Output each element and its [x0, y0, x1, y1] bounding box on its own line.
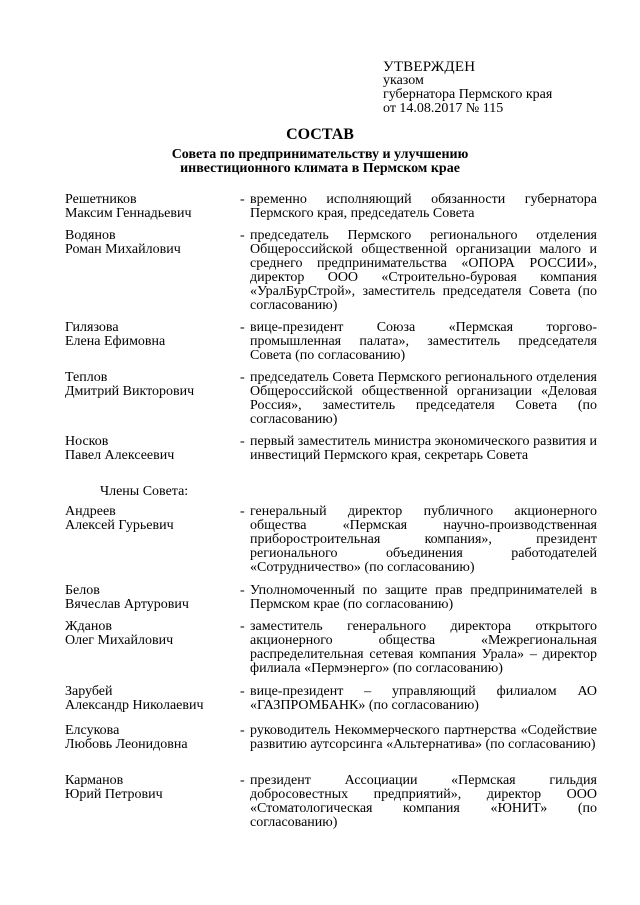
- dash-separator: -: [240, 504, 245, 519]
- member-role: временно исполняющий обязанности губернатора Пермского края, председатель Совета: [250, 192, 597, 221]
- member-surname: Зарубей: [65, 684, 113, 699]
- subtitle-line: инвестиционного климата в Пермском крае: [180, 161, 460, 176]
- document-title: СОСТАВ: [286, 126, 354, 143]
- member-name: [65, 685, 204, 713]
- member-surname: Водянов: [65, 228, 116, 243]
- member-role: председатель Пермского регионального отделения Общероссийской общественной организации малого и среднего предпринимательства «ОПОРА РОССИИ», директор ООО «Строительно-буровая компания «УралБурСтрой», заместитель председателя Совета (по согласованию): [250, 228, 597, 313]
- member-name: [65, 505, 174, 533]
- member-name: [65, 435, 174, 463]
- member-role: вице-президент Союза «Пермская торгово-промышленная палата», заместитель председателя Совета (по согласованию): [250, 320, 597, 363]
- member-given-name: Павел Алексеевич: [65, 448, 175, 463]
- member-given-name: Юрий Петрович: [65, 787, 163, 802]
- member-role: заместитель генерального директора открытого акционерного общества «Межрегиональная распределительная сетевая компания Урала» – директор филиала «Пермэнерго» (по согласованию): [250, 619, 597, 676]
- member-role: председатель Совета Пермского регионального отделения Общероссийской общественной организации «Деловая Россия», заместитель председателя Совета (по согласованию): [250, 370, 597, 427]
- member-name: [65, 620, 173, 648]
- members-section-label: Члены Совета:: [100, 484, 189, 499]
- member-given-name: Любовь Леонидовна: [65, 737, 188, 752]
- member-role: вице-президент – управляющий филиалом АО «ГАЗПРОМБАНК» (по согласованию): [250, 684, 597, 713]
- member-given-name: Алексей Гурьевич: [65, 518, 174, 533]
- member-surname: Белов: [65, 583, 100, 598]
- member-given-name: Елена Ефимовна: [65, 334, 166, 349]
- dash-separator: -: [240, 583, 245, 598]
- approval-line: указом: [383, 73, 424, 88]
- dash-separator: -: [240, 370, 245, 385]
- member-surname: Жданов: [65, 619, 112, 634]
- member-role: Уполномоченный по защите прав предпринимателей в Пермском крае (по согласованию): [250, 583, 597, 612]
- dash-separator: -: [240, 228, 245, 243]
- dash-separator: -: [240, 773, 245, 788]
- member-given-name: Олег Михайлович: [65, 633, 174, 648]
- member-name: [65, 321, 165, 349]
- member-given-name: Александр Николаевич: [65, 698, 204, 713]
- member-role: руководитель Некоммерческого партнерства «Содействие развитию аутсорсинга «Альтернатива» (по согласованию): [250, 723, 597, 752]
- member-role: первый заместитель министра экономического развития и инвестиций Пермского края, секретарь Совета: [250, 434, 597, 463]
- member-surname: Решетников: [65, 192, 137, 207]
- dash-separator: -: [240, 619, 245, 634]
- member-role: генеральный директор публичного акционерного общества «Пермская научно-производственная приборостроительная компания», президент регионального объединения работодателей «Сотрудничество» (по согласованию): [250, 504, 597, 575]
- approval-line: от 14.08.2017 № 115: [383, 101, 504, 116]
- dash-separator: -: [240, 320, 245, 335]
- member-name: [65, 371, 194, 399]
- member-given-name: Дмитрий Викторович: [65, 384, 195, 399]
- member-name: [65, 724, 188, 752]
- member-role: президент Ассоциации «Пермская гильдия добросовестных предприятий», директор ООО «Стоматологическая компания «ЮНИТ» (по согласованию): [250, 773, 597, 830]
- member-given-name: Роман Михайлович: [65, 242, 181, 257]
- member-surname: Теплов: [65, 370, 108, 385]
- member-name: [65, 193, 192, 221]
- subtitle-line: Совета по предпринимательству и улучшению: [171, 147, 469, 162]
- approval-stamp: [383, 60, 552, 116]
- approval-line: губернатора Пермского края: [383, 87, 553, 102]
- member-given-name: Вячеслав Артурович: [65, 597, 189, 612]
- member-given-name: Максим Геннадьевич: [65, 206, 192, 221]
- dash-separator: -: [240, 684, 245, 699]
- member-name: [65, 774, 163, 802]
- member-surname: Елсукова: [65, 723, 120, 738]
- approval-title: УТВЕРЖДЕН: [383, 59, 476, 75]
- member-name: [65, 584, 189, 612]
- document-subtitle: [0, 148, 640, 176]
- member-surname: Андреев: [65, 504, 116, 519]
- dash-separator: -: [240, 723, 245, 738]
- member-surname: Носков: [65, 434, 109, 449]
- dash-separator: -: [240, 192, 245, 207]
- member-surname: Карманов: [65, 773, 124, 788]
- member-name: [65, 229, 181, 257]
- dash-separator: -: [240, 434, 245, 449]
- member-surname: Гилязова: [65, 320, 119, 335]
